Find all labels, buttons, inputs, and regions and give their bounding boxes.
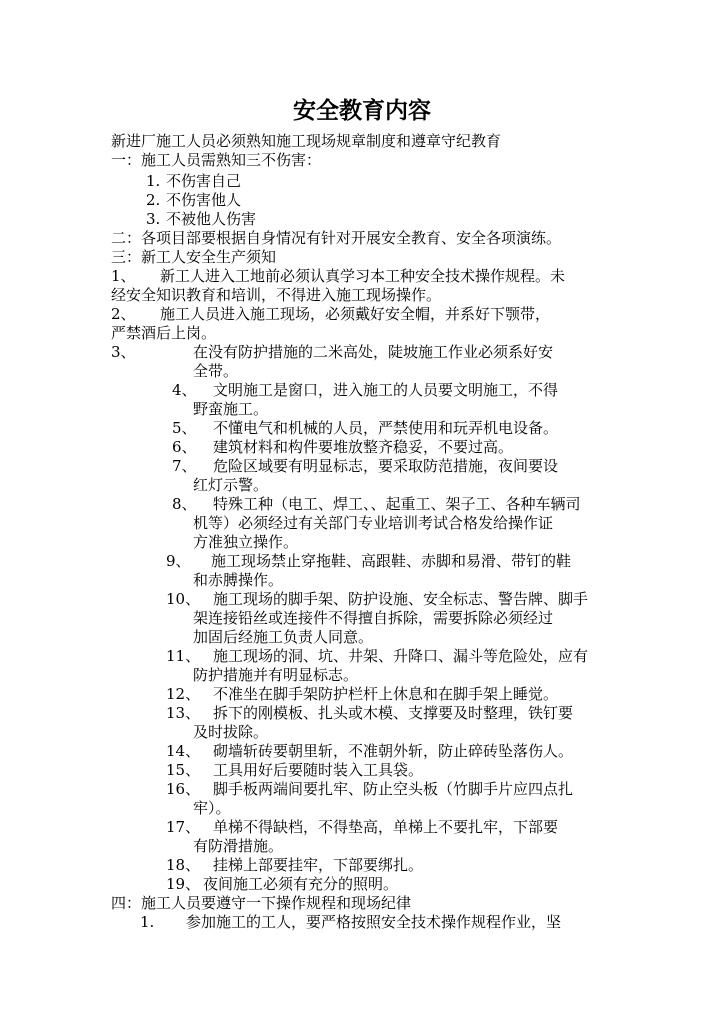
s3-item10-num: 10、: [166, 590, 201, 608]
s3-item7-line2: 红灯示警。: [193, 476, 269, 494]
s3-item14-line1: 砌墙斩砖要朝里斩，不准朝外斩，防止碎砖坠落伤人。: [213, 742, 574, 760]
s3-item6-line1: 建筑材料和构件要堆放整齐稳妥，不要过高。: [213, 438, 514, 456]
s3-item8-line1: 特殊工种（电工、焊工、、起重工、架子工、各种车辆司: [213, 495, 581, 513]
s3-item7-line1: 危险区域要有明显标志，要采取防范措施，夜间要设: [213, 457, 559, 475]
s3-item17-num: 17、: [166, 818, 201, 836]
s3-item7-num: 7、: [172, 457, 197, 475]
s3-item13-num: 13、: [166, 704, 201, 722]
s3-item10-line3: 加固后经施工负责人同意。: [193, 628, 374, 646]
s3-item17-line1: 单梯不得缺档，不得垫高，单梯上不要扎牢，下部要: [213, 818, 559, 836]
s3-item4-line1: 文明施工是窗口，进入施工的人员要文明施工，不得: [213, 381, 559, 399]
s3-item4-line2: 野蛮施工。: [193, 400, 269, 418]
s3-item5-num: 5、: [172, 419, 197, 437]
s3-item17-line2: 有防滑措施。: [193, 837, 284, 855]
s3-item19-line1: 夜间施工必须有充分的照明。: [203, 875, 399, 893]
s3-item18-line1: 挂梯上部要挂牢，下部要绑扎。: [213, 856, 424, 874]
s1-item2-text: 不伤害他人: [166, 191, 242, 209]
s3-item9-num: 9、: [166, 552, 191, 570]
s4-item1-line1: 参加施工的工人，要严格按照安全技术操作规程作业，坚: [186, 913, 562, 931]
section1-heading: 一：施工人员需熟知三不伤害：: [111, 151, 322, 169]
s3-item2-line1: 施工人员进入施工现场，必须戴好安全帽，并系好下颚带，: [160, 305, 551, 323]
s3-item9-line1: 施工现场禁止穿拖鞋、高跟鞋、赤脚和易滑、带钉的鞋: [211, 552, 572, 570]
intro-line: 新进厂施工人员必须熟知施工现场规章制度和遵章守纪教育: [111, 132, 502, 150]
s3-item9-line2: 和赤膊操作。: [193, 571, 284, 589]
s3-item1-line1: 新工人进入工地前必须认真学习本工种安全技术操作规程。未: [160, 267, 566, 285]
s1-item1-text: 不伤害自己: [166, 172, 242, 190]
s3-item10-line2: 架连接铅丝或连接件不得擅自拆除，需要拆除必须经过: [193, 609, 554, 627]
s1-item3-num: 3.: [146, 210, 161, 228]
s3-item11-num: 11、: [166, 647, 201, 665]
s3-item11-line1: 施工现场的洞、坑、井架、升降口、漏斗等危险处，应有: [213, 647, 589, 665]
s3-item3-num: 3、: [111, 343, 136, 361]
s3-item12-line1: 不准坐在脚手架防护栏杆上休息和在脚手架上睡觉。: [213, 685, 559, 703]
s3-item18-num: 18、: [166, 856, 201, 874]
s3-item16-num: 16、: [166, 780, 201, 798]
section4-heading: 四：施工人员要遵守一下操作规程和现场纪律: [111, 894, 412, 912]
s3-item13-line2: 及时拔除。: [193, 723, 269, 741]
s3-item4-num: 4、: [172, 381, 197, 399]
s3-item2-line2: 严禁酒后上岗。: [111, 324, 217, 342]
s3-item16-line1: 脚手板两端间要扎牢、防止空头板（竹脚手片应四点扎: [213, 780, 574, 798]
s3-item16-line2: 牢）。: [193, 799, 231, 817]
s3-item11-line2: 防护措施并有明显标志。: [193, 666, 359, 684]
s3-item5-line1: 不懂电气和机械的人员，严禁使用和玩弄机电设备。: [213, 419, 559, 437]
s3-item8-line3: 方准独立操作。: [193, 533, 299, 551]
s3-item8-num: 8、: [172, 495, 197, 513]
s3-item8-line2: 机等）必须经过有关部门专业培训考试合格发给操作证: [193, 514, 554, 532]
s4-item1-num: 1.: [140, 913, 155, 931]
s3-item1-num: 1、: [111, 267, 136, 285]
s3-item15-line1: 工具用好后要随时装入工具袋。: [213, 761, 424, 779]
s1-item1-num: 1.: [146, 172, 161, 190]
s3-item13-line1: 拆下的刚模板、扎头或木模、支撑要及时整理，铁钉要: [213, 704, 574, 722]
s3-item19-num: 19、: [166, 875, 201, 893]
s3-item14-num: 14、: [166, 742, 201, 760]
s3-item12-num: 12、: [166, 685, 201, 703]
s3-item3-line1: 在没有防护措施的二米高处，陡坡施工作业必须系好安: [193, 343, 554, 361]
s1-item3-text: 不被他人伤害: [166, 210, 257, 228]
s3-item3-line2: 全带。: [193, 362, 239, 380]
section2-heading: 二：各项目部要根据自身情况有针对开展安全教育、安全各项演练。: [111, 229, 562, 247]
s3-item2-num: 2、: [111, 305, 136, 323]
s3-item6-num: 6、: [172, 438, 197, 456]
document-title: 安全教育内容: [293, 98, 431, 124]
s3-item10-line1: 施工现场的脚手架、防护设施、安全标志、警告牌、脚手: [213, 590, 589, 608]
section3-heading: 三：新工人安全生产须知: [111, 248, 277, 266]
s3-item1-line2: 经安全知识教育和培训，不得进入施工现场操作。: [111, 286, 442, 304]
s3-item15-num: 15、: [166, 761, 201, 779]
s1-item2-num: 2.: [146, 191, 161, 209]
